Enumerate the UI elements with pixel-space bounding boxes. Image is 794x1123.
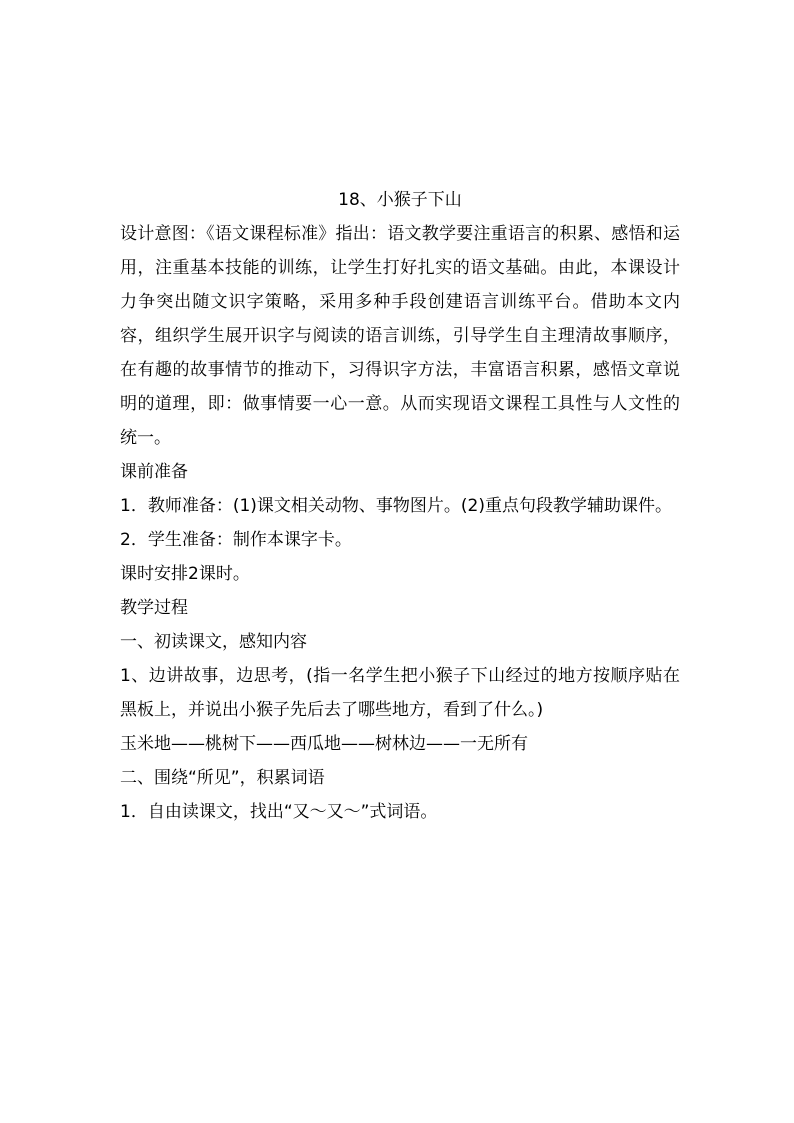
document-body (120, 185, 680, 829)
section-two-heading: 二、围绕“所见”，积累词语 (120, 768, 325, 788)
design-intent-paragraph: 设计意图：《语文课程标准》指出：语文教学要注重语言的积累、感悟和运用，注重基本技能的训练，让学生打好扎实的语文基础。由此，本课设计力争突出随文识字策略，采用多种手段创建语言训练平台。借助本文内容，组织学生展开识字与阅读的语言训练，引导学生自主理清故事顺序，在有趣的故事情节的推动下，习得识字方法，丰富语言积累，感悟文章说明的道理，即：做事情要一心一意。从而实现语文课程工具性与人文性的统一。 (120, 224, 680, 448)
lesson-title: 18、小猴子下山 (338, 190, 462, 210)
story-sequence-line: 玉米地——桃树下——西瓜地——树林边——一无所有 (120, 734, 528, 754)
teaching-process-heading: 教学过程 (120, 598, 188, 618)
class-hours-line: 课时安排2课时。 (120, 564, 250, 584)
story-activity-item: 1、边讲故事，边思考，(指一名学生把小猴子下山经过的地方按顺序贴在黑板上，并说出小猴子先后去了哪些地方，看到了什么。) (120, 666, 680, 720)
section-one-heading: 一、初读课文，感知内容 (120, 632, 307, 652)
student-preparation-item: 2．学生准备：制作本课字卡。 (120, 530, 352, 550)
teacher-preparation-item: 1．教师准备：(1)课文相关动物、事物图片。(2)重点句段教学辅助课件。 (120, 496, 672, 516)
preparation-heading: 课前准备 (120, 462, 188, 482)
reading-task-item: 1．自由读课文，找出“又～又～”式词语。 (120, 802, 438, 822)
